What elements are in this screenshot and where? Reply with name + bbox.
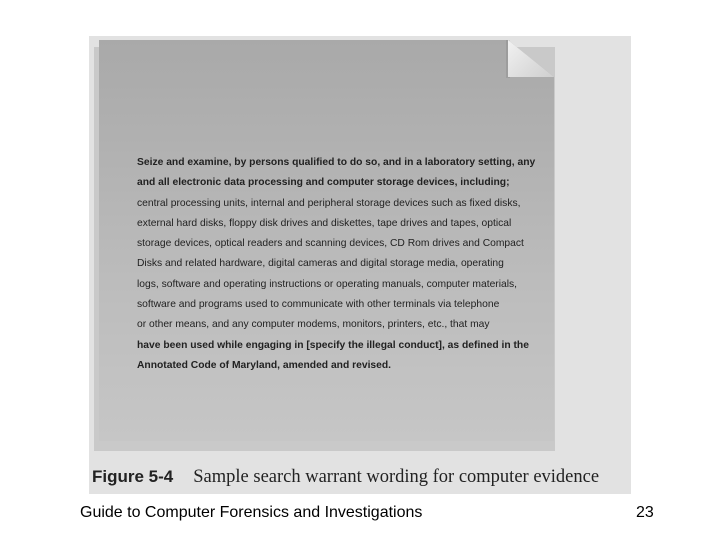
figure-caption <box>92 467 599 493</box>
warrant-text-block <box>137 153 536 376</box>
figure-number: Figure 5-4 <box>92 467 174 486</box>
page-number: 23 <box>636 504 654 521</box>
warrant-line: Annotated Code of Maryland, amended and revised. <box>137 359 392 371</box>
warrant-line: have been used while engaging in [specify the illegal conduct], as defined in the <box>137 339 529 351</box>
figure-caption-text: Sample search warrant wording for computer evidence <box>193 467 600 487</box>
warrant-line: or other means, and any computer modems, monitors, printers, etc., that may <box>137 319 490 331</box>
warrant-line: and all electronic data processing and computer storage devices, including; <box>137 177 510 189</box>
warrant-line: external hard disks, floppy disk drives and diskettes, tape drives and tapes, optical <box>137 217 512 229</box>
warrant-line: logs, software and operating instructions or operating manuals, computer materials, <box>137 278 518 290</box>
warrant-line: Disks and related hardware, digital cameras and digital storage media, operating <box>137 258 504 270</box>
footer-title: Guide to Computer Forensics and Investigations <box>80 504 423 521</box>
warrant-line: central processing units, internal and peripheral storage devices such as fixed disks, <box>137 197 521 209</box>
warrant-line: software and programs used to communicate with other terminals via telephone <box>137 299 500 311</box>
warrant-line: Seize and examine, by persons qualified to do so, and in a laboratory setting, any <box>137 157 536 168</box>
warrant-line: storage devices, optical readers and scanning devices, CD Rom drives and Compact <box>137 238 524 250</box>
